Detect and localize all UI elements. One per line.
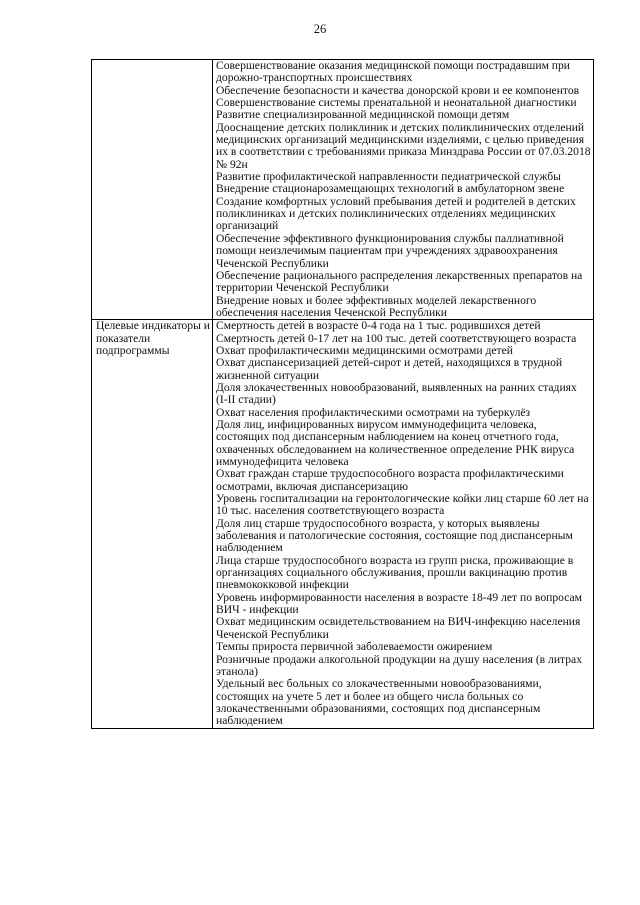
list-item: Удельный вес больных со злокачественными новообразованиями, состоящих на учете 5 лет и более из общего числа больных со злокачественными образованиями, состоящих под диспансерным наблюдением [216,677,542,728]
list-item: Охват населения профилактическими осмотрами на туберкулёз [216,405,531,419]
list-item: Охват граждан старше трудоспособного возраста профилактическими осмотрами, включая диспансеризацию [216,467,564,493]
list-item: Лица старше трудоспособного возраста из групп риска, проживающие в организациях социального обслуживания, прошли вакцинацию против пневмококковой инфекции [216,553,574,592]
list-item: Розничные продажи алкогольной продукции на душу населения (в литрах этанола) [216,652,582,678]
list-item: Обеспечение эффективного функционирования службы паллиативной помощи неизлечимым пациентам при учреждениях здравоохранения Чеченской Республики [216,231,564,270]
list-item: Смертность детей 0-17 лет на 100 тыс. детей соответствующего возраста [216,331,577,345]
table-row [92,60,594,320]
list-item: Доля злокачественных новообразований, выявленных на ранних стадиях (I-II стадии) [216,380,577,407]
list-item: Охват диспансеризацией детей-сирот и детей, находящихся в трудной жизненной ситуации [216,356,563,382]
list-item: Внедрение стационарозамещающих технологий в амбулаторном звене [216,182,565,196]
list-item: Совершенствование оказания медицинской помощи пострадавшим при дорожно-транспортных происшествиях [216,59,571,85]
row-label: Целевые индикаторы и показатели подпрограммы [92,320,213,728]
list-item: Уровень информированности населения в возрасте 18-49 лет по вопросам ВИЧ - инфекции [216,590,582,617]
page-number: 26 [313,22,327,36]
program-table [91,59,594,729]
list-item: Обеспечение рационального распределения лекарственных препаратов на территории Чеченской Республики [216,268,583,295]
list-item: Внедрение новых и более эффективных моделей лекарственного обеспечения населения Чеченской Республики [216,293,537,319]
list-item: Смертность детей в возрасте 0-4 года на 1 тыс. родившихся детей [216,319,541,333]
list-item: Охват медицинским освидетельствованием на ВИЧ-инфекцию населения Чеченской Республики [216,615,581,641]
list-item: Обеспечение безопасности и качества донорской крови и ее компонентов [216,83,580,97]
list-item: Уровень госпитализации на геронтологические койки лиц старше 60 лет на 10 тыс. населения соответствующего возраста [216,492,589,518]
list-item: Создание комфортных условий пребывания детей и родителей в детских поликлиниках и детских поликлинических отделениях медицинских организаций [216,194,576,233]
row-content [213,320,594,728]
list-item: Темпы прироста первичной заболеваемости ожирением [216,640,493,654]
row-label [92,60,213,320]
list-item: Совершенствование системы пренатальной и неонатальной диагностики [216,96,577,110]
list-item: Доля лиц, инфицированных вирусом иммунодефицита человека, состоящих под диспансерным наблюдением на конец отчетного года, охваченных обследованием на количественное определение РНК вируса иммунодефицита человека [216,417,575,468]
row-content [213,60,594,320]
table-row [92,320,594,728]
list-item: Охват профилактическими медицинскими осмотрами детей [216,343,513,357]
list-item: Доля лиц старше трудоспособного возраста, у которых выявлены заболевания и патологические состояния, состоящие под диспансерным наблюдением [216,516,573,555]
list-item: Дооснащение детских поликлиник и детских поликлинических отделений медицинских организаций медицинскими изделиями, с целью приведения их в соответствии с требованиями приказа Минздрава России от 07.03.2018 № 92н [216,120,591,171]
list-item: Развитие профилактической направленности педиатрической службы [216,170,561,184]
list-item: Развитие специализированной медицинской помощи детям [216,108,510,122]
